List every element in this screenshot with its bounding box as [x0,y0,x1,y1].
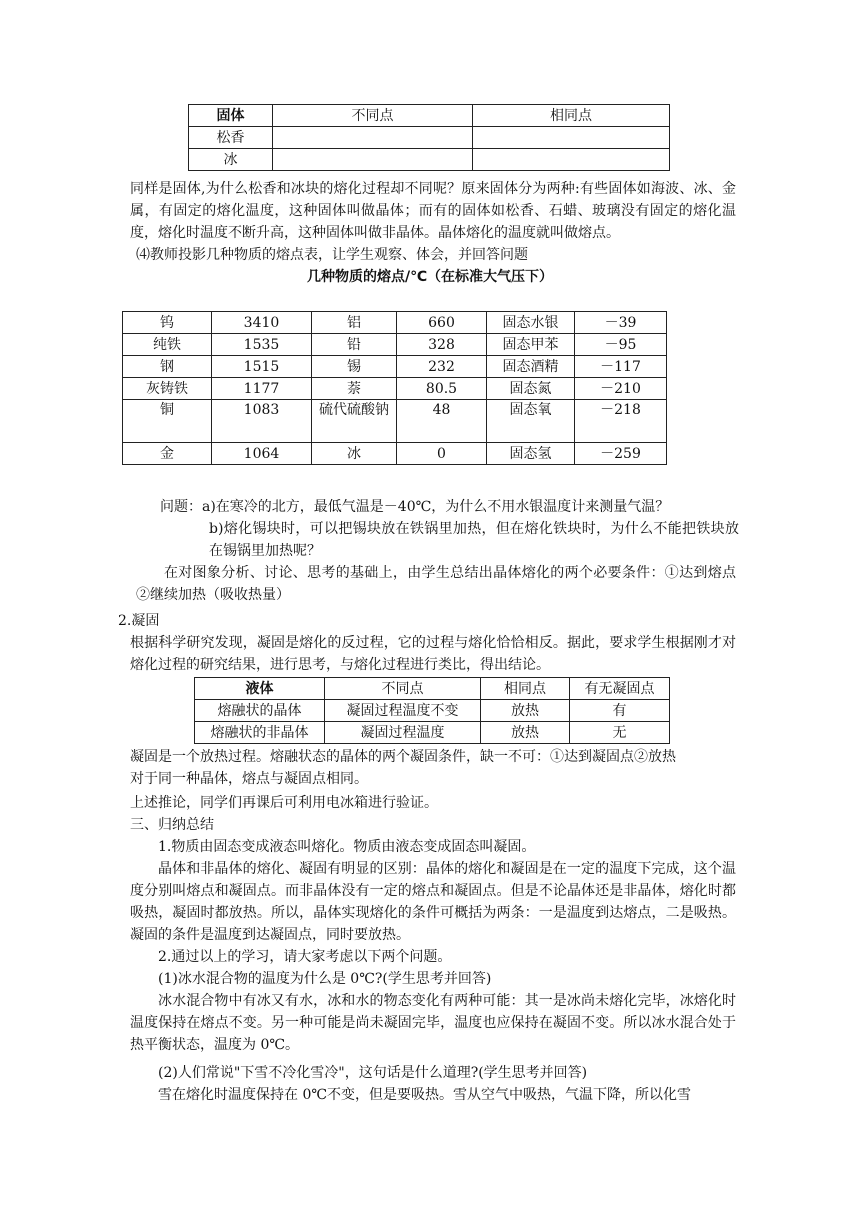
table-header-row [189,105,670,127]
table-row [123,378,667,400]
table-cell: 松香 [189,127,273,149]
table-row [195,700,670,722]
table-cell: 铜 [123,400,212,443]
melting-point-table [122,311,667,465]
table-cell: 328 [397,334,487,356]
solidification-table [194,677,670,744]
table-cell: 有 [570,700,670,722]
table-cell: 萘 [312,378,397,400]
table-cell: 冰 [312,443,397,465]
table-cell: －95 [575,334,667,356]
solid-comparison-table [188,104,670,171]
table-cell: 固态氧 [487,400,575,443]
question-b: b)熔化锡块时，可以把锡块放在铁锅里加热，但在熔化铁块时，为什么不能把铁块放在锡锅里加热呢？ [209,521,739,559]
table-cell: 钢 [123,356,212,378]
table-cell: 1535 [212,334,312,356]
table-cell: 纯铁 [123,334,212,356]
table-header-row [195,678,670,700]
table-cell: －39 [575,312,667,334]
table-cell: 1083 [212,400,312,443]
table-cell: 1177 [212,378,312,400]
table-cell: －210 [575,378,667,400]
table-cell: 冰 [189,149,273,171]
table-cell: 80.5 [397,378,487,400]
table-cell: 凝固过程温度不变 [325,700,481,722]
table-cell: 钨 [123,312,212,334]
table-cell: 灰铸铁 [123,378,212,400]
paragraph: 上述推论，同学们再课后可利用电冰箱进行验证。 [130,795,438,811]
table-header: 相同点 [473,105,670,127]
table-cell [473,149,670,171]
table-cell: －259 [575,443,667,465]
table-cell: 固态甲苯 [487,334,575,356]
table-cell: 锡 [312,356,397,378]
table-cell [473,127,670,149]
paragraph: (1)冰水混合物的温度为什么是 0℃?(学生思考并回答) [158,971,492,987]
paragraph: 冰水混合物中有冰又有水，冰和水的物态变化有两种可能：其一是冰尚未熔化完毕，冰熔化时温度保持在熔点不变。另一种可能是尚未凝固完毕，温度也应保持在凝固不变。所以冰水混合处于热平衡状态，温度为 0℃。 [130,993,736,1053]
paragraph: 对于同一种晶体，熔点与凝固点相同。 [130,771,368,787]
table-header: 固体 [189,105,273,127]
table-row [123,312,667,334]
paragraph: ⑷教师投影几种物质的熔点表，让学生观察、体会，并回答问题 [136,247,528,263]
table-row [123,334,667,356]
table-caption: 几种物质的熔点/℃（在标准大气压下） [306,269,554,285]
paragraph: 根据科学研究发现，凝固是熔化的反过程，它的过程与熔化恰恰相反。据此，要求学生根据刚才对熔化过程的研究结果，进行思考，与熔化过程进行类比，得出结论。 [130,635,736,673]
table-header: 不同点 [273,105,473,127]
table-cell [273,127,473,149]
table-cell: 放热 [481,700,570,722]
paragraph: 凝固是一个放热过程。熔融状态的晶体的两个凝固条件，缺一不可：①达到凝固点②放热 [130,749,676,765]
table-cell: 无 [570,722,670,744]
table-cell: 48 [397,400,487,443]
paragraph: 雪在熔化时温度保持在 0℃不变，但是要吸热。雪从空气中吸热，气温下降，所以化雪 [158,1087,692,1103]
table-row [123,356,667,378]
table-header: 不同点 [325,678,481,700]
table-row [195,722,670,744]
table-cell: 1515 [212,356,312,378]
section-heading: 三、归纳总结 [130,817,214,833]
table-row [123,400,667,443]
table-cell: －117 [575,356,667,378]
table-cell: 硫代硫酸钠 [312,400,397,443]
table-cell: 0 [397,443,487,465]
table-cell: 固态氮 [487,378,575,400]
table-cell: 232 [397,356,487,378]
paragraph: 2.通过以上的学习，请大家考虑以下两个问题。 [158,949,452,965]
table-cell: 铅 [312,334,397,356]
table-cell: 金 [123,443,212,465]
table-cell: 3410 [212,312,312,334]
table-row [189,127,670,149]
table-cell: 凝固过程温度 [325,722,481,744]
table-header: 液体 [195,678,325,700]
paragraph: (2)人们常说"下雪不冷化雪冷"，这句话是什么道理?(学生思考并回答) [158,1065,588,1081]
table-header: 相同点 [481,678,570,700]
table-cell [273,149,473,171]
section-heading: 2.凝固 [118,613,160,629]
table-cell: 660 [397,312,487,334]
question-a: 问题：a)在寒冷的北方，最低气温是－40℃，为什么不用水银温度计来测量气温？ [160,499,670,515]
table-cell: 放热 [481,722,570,744]
table-header: 有无凝固点 [570,678,670,700]
paragraph: 晶体和非晶体的熔化、凝固有明显的区别：晶体的熔化和凝固是在一定的温度下完成，这个温度分别叫熔点和凝固点。而非晶体没有一定的熔点和凝固点。但是不论晶体还是非晶体，熔化时都吸热，凝固时都放热。所以，晶体实现熔化的条件可概括为两条：一是温度到达熔点，二是吸热。凝固的条件是温度到达凝固点，同时要放热。 [130,861,736,943]
paragraph: 在对图象分析、讨论、思考的基础上，由学生总结出晶体熔化的两个必要条件：①达到熔点②继续加热（吸收热量） [136,565,736,603]
table-cell: 固态酒精 [487,356,575,378]
table-row [189,149,670,171]
table-cell: 1064 [212,443,312,465]
table-cell: 固态水银 [487,312,575,334]
table-cell: 固态氢 [487,443,575,465]
table-cell: －218 [575,400,667,443]
table-cell: 铝 [312,312,397,334]
table-cell: 熔融状的非晶体 [195,722,325,744]
table-row [123,443,667,465]
table-cell: 熔融状的晶体 [195,700,325,722]
paragraph: 同样是固体,为什么松香和冰块的熔化过程却不同呢？原来固体分为两种:有些固体如海波、冰、金属，有固定的熔化温度，这种固体叫做晶体；而有的固体如松香、石蜡、玻璃没有固定的熔化温度，熔化时温度不断升高，这种固体叫做非晶体。晶体熔化的温度就叫做熔点。 [130,181,736,241]
paragraph: 1.物质由固态变成液态叫熔化。物质由液态变成固态叫凝固。 [158,839,536,855]
